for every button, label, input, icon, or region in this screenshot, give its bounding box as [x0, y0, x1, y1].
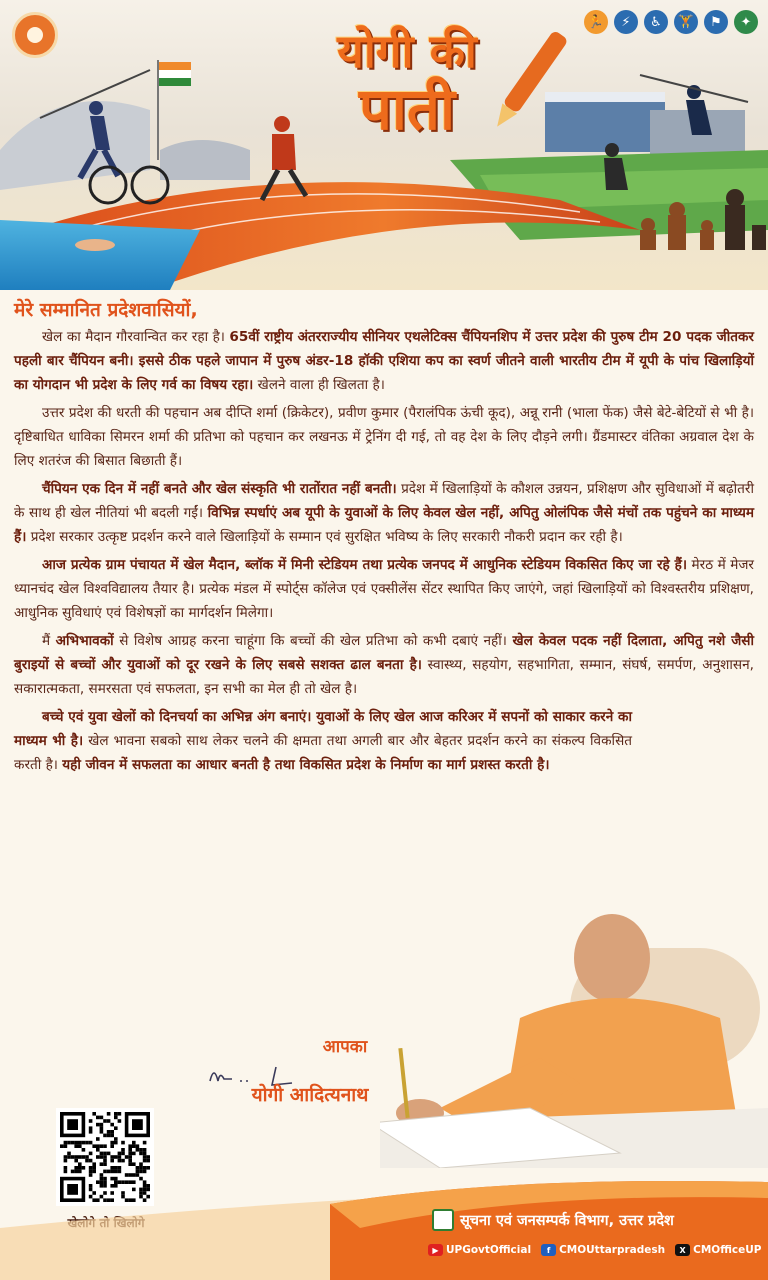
bold-text: विभिन्न स्पर्धाएं अब यूपी के युवाओं के लिए केवल खेल नहीं, अपितु ओलंपिक जैसे मंचों तक पहुंचने का माध्यम हैं।: [14, 505, 754, 545]
bold-text: चैंपियन एक दिन में नहीं बनते और खेल संस्कृति भी रातोंरात नहीं बनती।: [42, 481, 397, 497]
paragraph: [14, 553, 754, 625]
signature-block: [150, 1034, 430, 1107]
text: स्वास्थ्य, सहयोग, सहभागिता, सम्मान, संघर्ष, समर्पण, अनुशासन, सकारात्मकता, समरसता एवं सफलता, इन सभी का मेल ही तो खेल है।: [14, 657, 754, 697]
salutation: मेरे सम्मानित प्रदेशवासियों,: [14, 299, 198, 321]
social-links: [428, 1244, 761, 1256]
paragraph: [14, 401, 754, 473]
sprint-icon: ⚡: [614, 10, 638, 34]
paragraph: [14, 325, 754, 397]
youtube-icon: ▶: [428, 1244, 443, 1256]
x-icon: X: [675, 1244, 690, 1256]
bold-text: बच्चे एवं युवा खेलों को दिनचर्या का अभिन्न अंग बनाएं। युवाओं के लिए खेल आज करिअर में सपनों को साकार करने का माध्यम भी है।: [14, 709, 632, 749]
text: प्रदेश में खिलाड़ियों के कौशल उन्नयन, प्रशिक्षण और सुविधाओं में बढ़ोतरी के साथ ही खेल नीतियां भी बदली गईं।: [14, 481, 755, 521]
paragraph: [14, 705, 632, 777]
bold-text: यही जीवन में सफलता का आधार बनती है तथा विकसित प्रदेश के निर्माण का मार्ग प्रशस्त करती है।: [62, 757, 550, 773]
para-sport-icon: ♿: [644, 10, 668, 34]
department-name: सूचना एवं जनसम्पर्क विभाग, उत्तर प्रदेश: [460, 1213, 674, 1229]
signer-name: योगी आदित्यनाथ: [251, 1084, 369, 1106]
banner-title: [292, 24, 522, 143]
text: उत्तर प्रदेश की धरती की पहचान अब दीप्ति शर्मा (क्रिकेटर), प्रवीण कुमार (पैरालंपिक ऊंची कूद), अन्नू रानी (भाला फेंक) जैसे बेटे-बेटियों से भी है। दृष्टिबाधित धाविका सिमरन शर्मा की प्रतिभा को पहचान कर लखनऊ में ट्रेनिंग दी गई, तो वह देश के लिए दौड़ने लगी। ग्रैंडमास्टर वंतिका अग्रवाल देश के लिए शतरंज की बिसात बिछाती हैं।: [14, 405, 754, 469]
text: से विशेष आग्रह करना चाहूंगा कि बच्चों की खेल प्रतिभा को कभी दबाएं नहीं।: [113, 633, 513, 649]
social-link-x[interactable]: [675, 1244, 761, 1256]
social-handle: CMOUttarpradesh: [559, 1244, 666, 1256]
department-logo-icon: [432, 1209, 454, 1231]
running-icon: 🏃: [584, 10, 608, 34]
banner-title-line2: पाती: [358, 75, 456, 143]
hurdles-icon: ⚑: [704, 10, 728, 34]
text: मेरठ में मेजर ध्यानचंद खेल विश्वविद्यालय तैयार है। प्रत्येक मंडल में स्पोर्ट्स कॉलेज एवं एक्सीलेंस सेंटर स्थापित किए जाएंगे, जहां खिलाड़ियों को विश्वस्तरीय प्रशिक्षण, आधुनिक सुविधाएं एवं विशेषज्ञों का मार्गदर्शन मिलेगा।: [14, 557, 754, 621]
bold-text: अभिभावकों: [55, 633, 114, 649]
bold-text: 65वीं राष्ट्रीय अंतरराज्यीय सीनियर एथलेटिक्स चैंपियनशिप में उत्तर प्रदेश की पुरुष टीम 20 पदक जीतकर पहली बार चैंपियन बनी। इससे ठीक पहले जापान में पुरुष अंडर-18 हॉकी एशिया कप का स्वर्ण जीतने वाली भारतीय टीम में यूपी के पांच खिलाड़ियों का योगदान भी प्रदेश के लिए गर्व का विषय रहा।: [14, 329, 754, 393]
chief-minister-photo: [380, 908, 768, 1168]
facebook-icon: f: [541, 1244, 556, 1256]
text: खेल का मैदान गौरवान्वित कर रहा है।: [42, 329, 230, 345]
up-govt-emblem-icon: [12, 12, 58, 58]
letter-body: [14, 296, 754, 781]
athletics-icon: ✦: [734, 10, 758, 34]
social-handle: CMOfficeUP: [693, 1244, 762, 1256]
bold-text: खेल केवल पदक नहीं दिलाता, अपितु नशे जैसी बुराइयों से बच्चों और युवाओं को दूर रखने के लिए सबसे सशक्त ढाल बनता है।: [14, 633, 754, 673]
text: मैं: [42, 633, 56, 649]
paragraph: [14, 477, 754, 549]
weightlifting-icon: 🏋: [674, 10, 698, 34]
social-link-youtube[interactable]: [428, 1244, 531, 1256]
department-credit: [432, 1209, 674, 1231]
bold-text: आज प्रत्येक ग्राम पंचायत में खेल मैदान, ब्लॉक में मिनी स्टेडियम तथा प्रत्येक जनपद में आधुनिक स्टेडियम विकसित किए जा रहे हैं।: [42, 557, 688, 573]
closing: आपका: [322, 1037, 368, 1057]
social-handle: UPGovtOfficial: [446, 1244, 532, 1256]
text: खेल भावना सबको साथ लेकर चलने की क्षमता तथा अगली बार और बेहतर प्रदर्शन करने का संकल्प विकसित करती है।: [14, 733, 633, 773]
paragraph: [14, 629, 754, 701]
banner-title-line1: योगी की: [337, 24, 477, 78]
social-link-facebook[interactable]: [541, 1244, 665, 1256]
text: खेलने वाला ही खिलता है।: [253, 377, 385, 393]
text: प्रदेश सरकार उत्कृष्ट प्रदर्शन करने वाले खिलाड़ियों के सम्मान एवं सुरक्षित भविष्य के लिए सरकारी नौकरी प्रदान कर रही है।: [26, 529, 623, 545]
sport-icons: [584, 10, 758, 34]
banner: [0, 0, 768, 290]
